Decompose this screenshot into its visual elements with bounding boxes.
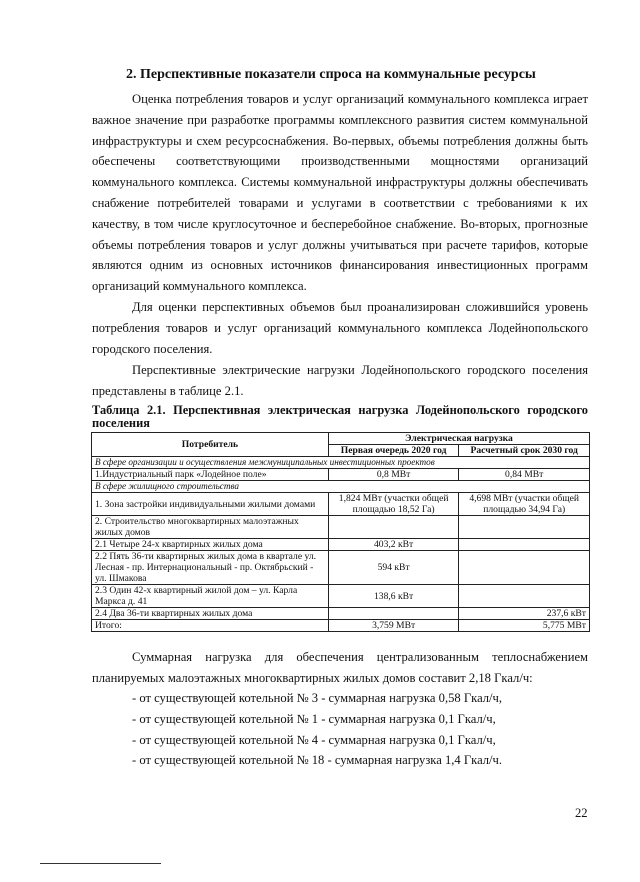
row-value-2020: 594 кВт: [328, 551, 459, 585]
table-caption: Таблица 2.1. Перспективная электрическая нагрузка Лодейнопольского городского поселения: [92, 403, 588, 430]
header-target-period: Расчетный срок 2030 год: [459, 445, 590, 457]
table-row: [92, 608, 590, 620]
list-item: - от существующей котельной № 1 - суммарная нагрузка 0,1 Гкал/ч,: [132, 711, 496, 726]
table-row: [92, 539, 590, 551]
table-row: [92, 493, 590, 516]
row-value-2020: 1,824 МВт (участки общей площадью 18,52 Га): [328, 493, 459, 516]
boiler-load-list: [132, 688, 502, 771]
footnote-divider: [40, 863, 161, 864]
table-row: [92, 516, 590, 539]
paragraph-analysis: Для оценки перспективных объемов был проанализирован сложившийся уровень потребления товаров и услуг организаций коммунального комплекса Лодейнопольского городского поселения.: [92, 300, 588, 356]
row-value-2020: [328, 608, 459, 620]
row-value-2030: [459, 516, 590, 539]
paragraph-table-intro: Перспективные электрические нагрузки Лодейнопольского городского поселения представлены в таблице 2.1.: [92, 363, 588, 398]
row-consumer: 2.1 Четыре 24-х квартирных жилых дома: [92, 539, 329, 551]
header-consumer: Потребитель: [92, 433, 329, 457]
row-value-2020: 0,8 МВт: [328, 469, 459, 481]
header-electric-load: Электрическая нагрузка: [328, 433, 589, 445]
table-section-row: [92, 457, 590, 469]
paragraph-heat-load: Суммарная нагрузка для обеспечения централизованным теплоснабжением планируемых малоэтажных многоквартирных жилых домов составит 2,18 Гкал/ч:: [92, 650, 588, 685]
table-row: [92, 585, 590, 608]
list-item: - от существующей котельной № 18 - суммарная нагрузка 1,4 Гкал/ч.: [132, 753, 503, 768]
row-value-2020: [328, 516, 459, 539]
table-row: [92, 551, 590, 585]
table-header-row: [92, 433, 590, 445]
row-consumer: 2.3 Один 42-х квартирный жилой дом – ул. Карла Маркса д. 41: [92, 585, 329, 608]
row-value-2030: 237,6 кВт: [459, 608, 590, 620]
row-value-2020: 403,2 кВт: [328, 539, 459, 551]
row-value-2030: 0,84 МВт: [459, 469, 590, 481]
total-label: Итого:: [92, 620, 329, 632]
row-value-2030: 4,698 МВт (участки общей площадью 34,94 Га): [459, 493, 590, 516]
row-value-2030: [459, 551, 590, 585]
total-value-2030: 5,775 МВт: [459, 620, 590, 632]
page-number: 22: [575, 806, 588, 820]
section-investment-projects: В сфере организации и осуществления межмуниципальных инвестиционных проектов: [92, 457, 590, 469]
table-total-row: [92, 620, 590, 632]
header-first-stage: Первая очередь 2020 год: [328, 445, 459, 457]
row-consumer: 2.2 Пять 36-ти квартирных жилых дома в квартале ул. Лесная - пр. Интернациональный - пр. Октябрьский - ул. Шмакова: [92, 551, 329, 585]
electric-load-table: [91, 432, 590, 632]
row-consumer: 1. Зона застройки индивидуальными жилыми домами: [92, 493, 329, 516]
row-consumer: 2. Строительство многоквартирных малоэтажных жилых домов: [92, 516, 329, 539]
table-section-row: [92, 481, 590, 493]
row-value-2020: 138,6 кВт: [328, 585, 459, 608]
row-value-2030: [459, 539, 590, 551]
table-row: [92, 469, 590, 481]
row-consumer: 1.Индустриальный парк «Лодейное поле»: [92, 469, 329, 481]
list-item: - от существующей котельной № 4 - суммарная нагрузка 0,1 Гкал/ч,: [132, 732, 496, 747]
section-heading: 2. Перспективные показатели спроса на коммунальные ресурсы: [126, 67, 536, 82]
list-item: - от существующей котельной № 3 - суммарная нагрузка 0,58 Гкал/ч,: [132, 691, 503, 705]
row-value-2030: [459, 585, 590, 608]
paragraph-consumption-assessment: Оценка потребления товаров и услуг организаций коммунального комплекса играет важное значение при разработке программы комплексного развития систем коммунальной инфраструктуры и схем ресурсоснабжения. Во-первых, объемы потребления должны быть обеспечены соответствующими производственными мощностями организаций коммунального комплекса. Системы коммунальной инфраструктуры должны обеспечивать снабжение потребителей товарами и услугами в соответствии с требованиями к их качеству, в том числе круглосуточное и бесперебойное снабжение. Во-вторых, прогнозные объемы потребления товаров и услуг должны учитываться при расчете тарифов, которые являются одним из основных источников финансирования инвестиционных программ организаций коммунального комплекса.: [92, 92, 588, 294]
section-housing: В сфере жилищного строительства: [92, 481, 590, 493]
row-consumer: 2.4 Два 36-ти квартирных жилых дома: [92, 608, 329, 620]
total-value-2020: 3,759 МВт: [328, 620, 459, 632]
